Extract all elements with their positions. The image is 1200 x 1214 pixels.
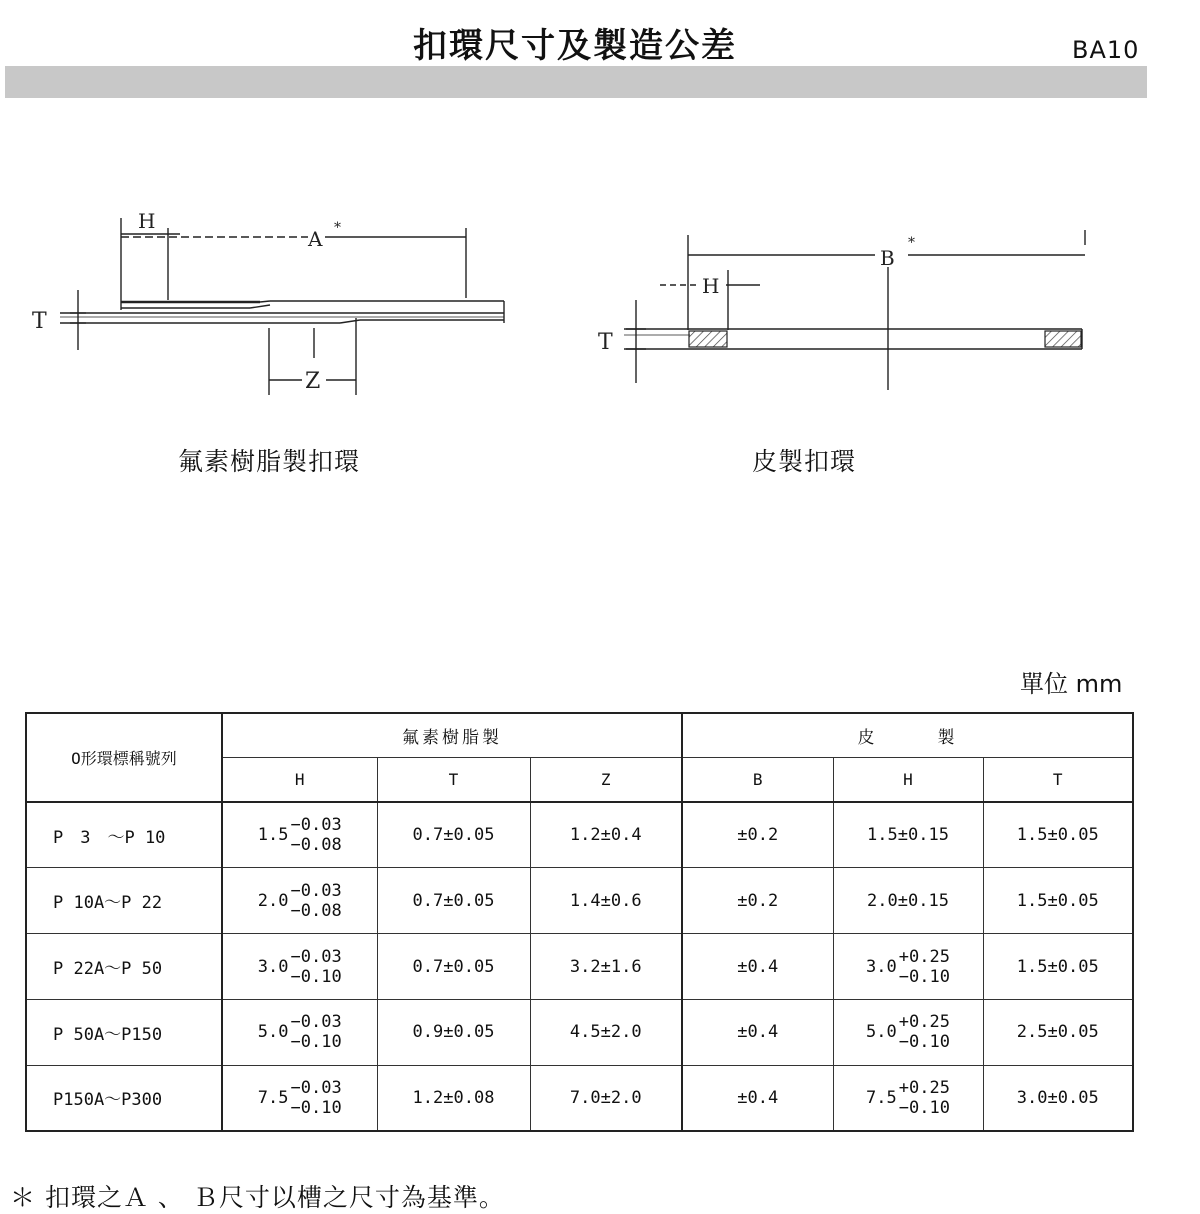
leather-t-cell: 1.5±0.05	[983, 802, 1133, 868]
nominal-value: 7.5	[257, 1087, 289, 1108]
leather-h-cell	[833, 999, 983, 1065]
upper-deviation: −0.03	[290, 1012, 342, 1033]
tolerance-value	[258, 1078, 342, 1118]
upper-deviation: +0.25	[898, 1012, 950, 1033]
leather-caption: 皮製扣環	[752, 447, 857, 476]
document-code: BA10	[1072, 36, 1140, 64]
tolerance-value	[866, 947, 950, 987]
fluororesin-caption: 氟素樹脂製扣環	[178, 447, 361, 476]
fluoro-h-cell	[222, 802, 377, 868]
label-b: B	[880, 246, 895, 270]
tolerance-value: 1.5±0.15	[867, 825, 949, 846]
range-cell: P 50A～P150	[26, 999, 222, 1065]
table-row	[26, 999, 1133, 1065]
label-a: A	[308, 227, 323, 251]
lower-deviation: −0.10	[898, 1032, 950, 1053]
leather-t-cell: 2.5±0.05	[983, 999, 1133, 1065]
tolerance-value	[258, 815, 342, 855]
row-header: O形環標稱號列	[26, 713, 222, 802]
range-cell: P 10A～P 22	[26, 868, 222, 934]
range-cell: P 3 ～P 10	[26, 802, 222, 868]
header-bar	[5, 66, 1147, 98]
tolerance-value	[258, 1012, 342, 1052]
tolerance-value: 2.0±0.15	[867, 890, 949, 911]
leather-ring-diagram	[590, 215, 1110, 405]
tolerance-table	[25, 712, 1134, 1132]
tolerance-value	[258, 947, 342, 987]
group-leather: 皮 製	[682, 713, 1133, 758]
fluoro-t-cell: 1.2±0.08	[377, 1065, 530, 1131]
fluororesin-ring-diagram	[20, 190, 520, 405]
leather-b-cell: ±0.2	[682, 802, 833, 868]
fluoro-t-cell: 0.7±0.05	[377, 868, 530, 934]
fluoro-h-cell	[222, 1065, 377, 1131]
leather-b-cell: ±0.4	[682, 934, 833, 1000]
fluoro-h-cell	[222, 999, 377, 1065]
fluoro-z-cell: 4.5±2.0	[530, 999, 682, 1065]
label-t: T	[32, 309, 47, 334]
label-h: H	[138, 209, 156, 233]
table-row	[26, 802, 1133, 868]
leather-b-cell: ±0.4	[682, 999, 833, 1065]
column-header: H	[222, 758, 377, 803]
fluoro-h-cell	[222, 868, 377, 934]
footnote: ＊ 扣環之Ａ 、 Ｂ尺寸以槽之尺寸為基準。	[10, 1183, 505, 1212]
nominal-value: 2.0	[257, 890, 289, 911]
fluoro-z-cell: 1.2±0.4	[530, 802, 682, 868]
nominal-value: 3.0	[866, 956, 897, 977]
table-header-row	[26, 713, 1133, 758]
leather-h-cell	[833, 868, 983, 934]
leather-b-cell: ±0.2	[682, 868, 833, 934]
leather-t-cell: 1.5±0.05	[983, 868, 1133, 934]
table-row	[26, 934, 1133, 1000]
leather-h-cell	[833, 1065, 983, 1131]
leather-t-cell: 1.5±0.05	[983, 934, 1133, 1000]
unit-label: 單位 mm	[1020, 670, 1123, 698]
nominal-value: 5.0	[866, 1022, 897, 1043]
nominal-value: 7.5	[866, 1087, 897, 1108]
tolerance-value	[866, 1078, 950, 1118]
range-cell: P 22A～P 50	[26, 934, 222, 1000]
lower-deviation: −0.10	[290, 966, 342, 987]
page-title: 扣環尺寸及製造公差	[413, 26, 737, 66]
label-t: T	[598, 330, 613, 355]
upper-deviation: +0.25	[898, 946, 950, 967]
leather-h-cell	[833, 934, 983, 1000]
lower-deviation: −0.08	[290, 900, 342, 921]
nominal-value: 1.5	[257, 825, 289, 846]
lower-deviation: −0.10	[290, 1097, 342, 1118]
column-header: T	[377, 758, 530, 803]
column-header: H	[833, 758, 983, 803]
table-row	[26, 1065, 1133, 1131]
upper-deviation: −0.03	[290, 815, 342, 836]
group-fluororesin: 氟素樹脂製	[222, 713, 682, 758]
nominal-value: 3.0	[257, 956, 289, 977]
label-z: Z	[305, 369, 321, 394]
upper-deviation: −0.03	[290, 1077, 342, 1098]
lower-deviation: −0.10	[898, 966, 950, 987]
lower-deviation: −0.08	[290, 835, 342, 856]
leather-b-cell: ±0.4	[682, 1065, 833, 1131]
fluoro-h-cell	[222, 934, 377, 1000]
upper-deviation: −0.03	[290, 946, 342, 967]
upper-deviation: −0.03	[290, 880, 342, 901]
tolerance-value	[258, 881, 342, 921]
leather-t-cell: 3.0±0.05	[983, 1065, 1133, 1131]
column-header: B	[682, 758, 833, 803]
fluoro-z-cell: 1.4±0.6	[530, 868, 682, 934]
fluoro-t-cell: 0.7±0.05	[377, 934, 530, 1000]
label-mark: *	[334, 220, 341, 236]
tolerance-value	[866, 1012, 950, 1052]
range-cell: P150A～P300	[26, 1065, 222, 1131]
fluoro-t-cell: 0.7±0.05	[377, 802, 530, 868]
leather-h-cell	[833, 802, 983, 868]
table-row	[26, 868, 1133, 934]
label-mark: *	[908, 235, 915, 251]
column-header: T	[983, 758, 1133, 803]
label-h: H	[702, 274, 720, 298]
fluoro-z-cell: 3.2±1.6	[530, 934, 682, 1000]
upper-deviation: +0.25	[898, 1077, 950, 1098]
fluoro-z-cell: 7.0±2.0	[530, 1065, 682, 1131]
nominal-value: 5.0	[257, 1022, 289, 1043]
lower-deviation: −0.10	[898, 1097, 950, 1118]
lower-deviation: −0.10	[290, 1032, 342, 1053]
column-header: Z	[530, 758, 682, 803]
fluoro-t-cell: 0.9±0.05	[377, 999, 530, 1065]
